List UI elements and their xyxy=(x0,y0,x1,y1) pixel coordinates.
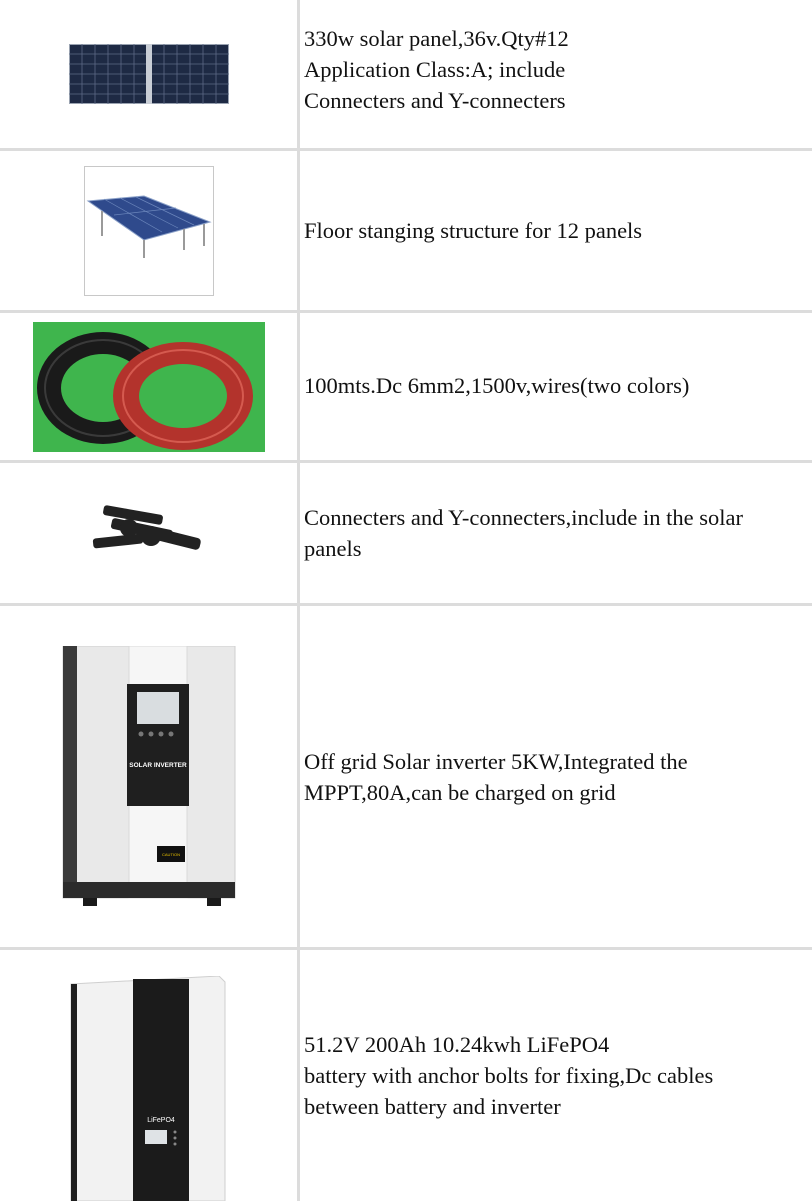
text-line: battery with anchor bolts for fixing,Dc cables xyxy=(304,1062,714,1088)
cable-reels-image xyxy=(0,313,297,460)
text-line: panels xyxy=(304,536,362,561)
row-3-description xyxy=(304,320,810,450)
text-line: Application Class:A; include xyxy=(304,56,566,82)
battery-brand-label: LiFePO4 xyxy=(146,1117,175,1124)
row-1-description xyxy=(304,10,810,128)
caution-label: CAUTION xyxy=(161,851,180,857)
text-line: 330w solar panel,36v.Qty#12 xyxy=(304,25,569,51)
mounting-structure-image xyxy=(0,151,297,310)
lifepo4-battery-image xyxy=(0,950,297,1201)
row-4-description xyxy=(304,470,810,596)
text-line: 51.2V 200Ah 10.24kwh LiFePO4 xyxy=(304,1031,610,1057)
text-line: Connecters and Y-connecters,include in the solar xyxy=(304,505,744,530)
column-divider xyxy=(297,0,300,1201)
inverter-brand-label: SOLAR INVERTER xyxy=(128,761,187,769)
text-line: between battery and inverter xyxy=(304,1093,561,1119)
row-6-description xyxy=(304,956,810,1194)
row-2-description xyxy=(304,160,810,300)
text-line: Connecters and Y-connecters xyxy=(304,87,566,113)
text-line: 100mts.Dc 6mm2,1500v,wires(two colors) xyxy=(304,372,690,398)
solar-inverter-image xyxy=(0,606,297,947)
text-line: Off grid Solar inverter 5KW,Integrated the xyxy=(304,749,688,774)
y-connectors-image xyxy=(0,463,297,603)
text-line: MPPT,80A,can be charged on grid xyxy=(304,780,616,805)
text-line: Floor stanging structure for 12 panels xyxy=(304,217,643,243)
row-5-description xyxy=(304,620,810,934)
solar-panel-image xyxy=(0,0,297,148)
